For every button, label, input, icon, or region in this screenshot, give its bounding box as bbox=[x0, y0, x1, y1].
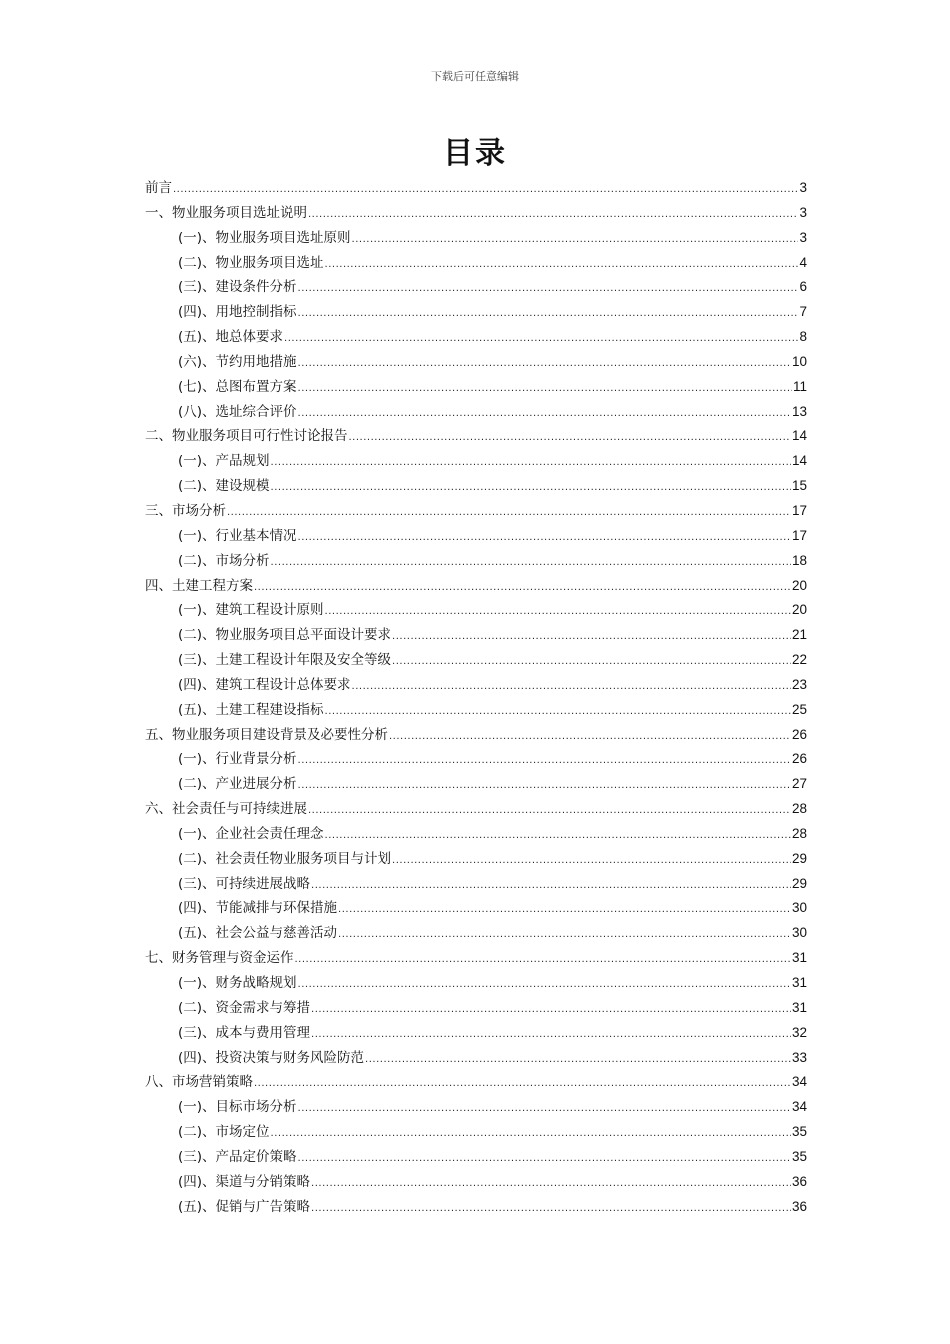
toc-entry-label: (三)、可持续进展战略 bbox=[178, 875, 311, 892]
toc-entry[interactable] bbox=[145, 1095, 807, 1120]
toc-dot-leader bbox=[389, 725, 791, 750]
toc-entry-page-number: 34 bbox=[791, 1099, 807, 1115]
toc-entry-page-number: 29 bbox=[791, 875, 807, 891]
toc-dot-leader bbox=[298, 973, 791, 998]
toc-entry[interactable] bbox=[145, 1046, 807, 1071]
toc-dot-leader bbox=[271, 551, 791, 576]
toc-dot-leader bbox=[298, 1147, 791, 1172]
toc-dot-leader bbox=[311, 998, 791, 1023]
toc-dot-leader bbox=[352, 675, 791, 700]
toc-dot-leader bbox=[311, 874, 791, 899]
toc-entry[interactable] bbox=[145, 1070, 807, 1095]
toc-dot-leader bbox=[325, 253, 799, 278]
toc-entry-page-number: 4 bbox=[799, 254, 807, 270]
toc-entry[interactable] bbox=[145, 698, 807, 723]
toc-dot-leader bbox=[298, 352, 791, 377]
toc-entry-label: (四)、投资决策与财务风险防范 bbox=[178, 1049, 365, 1066]
header-note: 下载后可任意编辑 bbox=[431, 70, 519, 83]
toc-entry-label: (二)、物业服务项目总平面设计要求 bbox=[178, 627, 392, 644]
toc-entry-page-number: 14 bbox=[791, 453, 807, 469]
toc-dot-leader bbox=[325, 600, 791, 625]
toc-entry[interactable] bbox=[145, 325, 807, 350]
toc-entry-page-number: 35 bbox=[791, 1148, 807, 1164]
toc-entry-page-number: 10 bbox=[791, 353, 807, 369]
toc-entry[interactable] bbox=[145, 822, 807, 847]
toc-entry-label: (七)、总图布置方案 bbox=[178, 378, 297, 395]
toc-entry-page-number: 21 bbox=[791, 627, 807, 643]
toc-entry-label: (一)、行业基本情况 bbox=[178, 527, 297, 544]
toc-entry[interactable] bbox=[145, 300, 807, 325]
toc-dot-leader bbox=[338, 923, 791, 948]
toc-dot-leader bbox=[325, 824, 791, 849]
toc-entry-page-number: 34 bbox=[791, 1074, 807, 1090]
toc-entry-page-number: 22 bbox=[791, 652, 807, 668]
toc-entry[interactable] bbox=[145, 1145, 807, 1170]
toc-entry-page-number: 17 bbox=[791, 502, 807, 518]
toc-entry-label: 一、物业服务项目选址说明 bbox=[145, 204, 307, 221]
toc-entry-page-number: 25 bbox=[791, 701, 807, 717]
toc-entry-label: (一)、产品规划 bbox=[178, 453, 270, 470]
toc-entry-label: (二)、资金需求与筹措 bbox=[178, 999, 311, 1016]
toc-entry-label: 二、物业服务项目可行性讨论报告 bbox=[145, 428, 348, 445]
toc-dot-leader bbox=[308, 203, 798, 228]
toc-entry-page-number: 14 bbox=[791, 428, 807, 444]
toc-entry-page-number: 3 bbox=[799, 180, 807, 195]
toc-entry-label: 六、社会责任与可持续进展 bbox=[145, 801, 307, 818]
toc-dot-leader bbox=[392, 849, 791, 874]
toc-entry-page-number: 30 bbox=[791, 925, 807, 941]
toc-entry-page-number: 28 bbox=[791, 825, 807, 841]
toc-entry-page-number: 31 bbox=[791, 975, 807, 990]
toc-entry-label: (三)、建设条件分析 bbox=[178, 279, 297, 296]
toc-entry[interactable] bbox=[145, 921, 807, 946]
toc-entry-page-number: 26 bbox=[791, 751, 807, 767]
toc-dot-leader bbox=[352, 228, 799, 253]
toc-dot-leader bbox=[271, 1122, 791, 1147]
toc-entry[interactable] bbox=[145, 723, 807, 748]
toc-entry[interactable] bbox=[145, 1195, 807, 1220]
toc-entry[interactable] bbox=[145, 772, 807, 797]
toc-entry[interactable] bbox=[145, 251, 807, 276]
toc-entry-label: (三)、产品定价策略 bbox=[178, 1148, 297, 1165]
toc-entry-label: 八、市场营销策略 bbox=[145, 1074, 253, 1091]
toc-entry[interactable] bbox=[145, 623, 807, 648]
toc-entry-page-number: 18 bbox=[791, 552, 807, 568]
toc-entry[interactable] bbox=[145, 996, 807, 1021]
toc-entry-label: 四、土建工程方案 bbox=[145, 577, 253, 594]
toc-entry[interactable] bbox=[145, 201, 807, 226]
toc-dot-leader bbox=[254, 576, 791, 601]
toc-entry-page-number: 15 bbox=[791, 478, 807, 494]
toc-dot-leader bbox=[295, 948, 791, 973]
toc-entry-page-number: 26 bbox=[791, 726, 807, 742]
toc-entry-page-number: 35 bbox=[791, 1124, 807, 1140]
toc-dot-leader bbox=[338, 898, 791, 923]
toc-entry[interactable] bbox=[145, 449, 807, 474]
toc-entry-label: (五)、社会公益与慈善活动 bbox=[178, 925, 338, 942]
toc-entry[interactable] bbox=[145, 648, 807, 673]
table-of-contents bbox=[145, 176, 807, 1219]
toc-entry-label: (八)、选址综合评价 bbox=[178, 403, 297, 420]
toc-entry-page-number: 36 bbox=[791, 1173, 807, 1189]
toc-entry-page-number: 30 bbox=[791, 900, 807, 916]
toc-dot-leader bbox=[311, 1172, 791, 1197]
toc-dot-leader bbox=[271, 451, 791, 476]
toc-dot-leader bbox=[254, 1072, 791, 1097]
toc-entry-label: 三、市场分析 bbox=[145, 502, 226, 519]
toc-dot-leader bbox=[298, 774, 791, 799]
toc-entry-page-number: 8 bbox=[799, 329, 807, 345]
toc-entry[interactable] bbox=[145, 673, 807, 698]
toc-entry-label: (一)、财务战略规划 bbox=[178, 975, 297, 991]
toc-entry[interactable] bbox=[145, 598, 807, 623]
toc-dot-leader bbox=[284, 327, 798, 352]
toc-entry-page-number: 6 bbox=[799, 279, 807, 295]
toc-dot-leader bbox=[365, 1048, 791, 1073]
toc-entry[interactable] bbox=[145, 424, 807, 449]
toc-dot-leader bbox=[227, 501, 791, 526]
toc-entry-label: (二)、产业进展分析 bbox=[178, 776, 297, 793]
toc-entry[interactable] bbox=[145, 946, 807, 971]
toc-dot-leader bbox=[298, 526, 791, 551]
toc-entry-label: (一)、物业服务项目选址原则 bbox=[178, 229, 351, 246]
toc-dot-leader bbox=[298, 402, 791, 427]
toc-entry[interactable] bbox=[145, 176, 807, 201]
toc-entry-label: (一)、目标市场分析 bbox=[178, 1099, 297, 1116]
toc-entry-page-number: 3 bbox=[799, 229, 807, 245]
toc-dot-leader bbox=[298, 749, 791, 774]
toc-entry-label: (三)、成本与费用管理 bbox=[178, 1024, 311, 1041]
toc-dot-leader bbox=[308, 799, 791, 824]
toc-entry-page-number: 31 bbox=[791, 999, 807, 1015]
toc-entry-page-number: 31 bbox=[791, 950, 807, 966]
toc-dot-leader bbox=[311, 1023, 791, 1048]
toc-entry[interactable] bbox=[145, 375, 807, 400]
toc-dot-leader bbox=[392, 625, 791, 650]
toc-entry-page-number: 13 bbox=[791, 403, 807, 419]
toc-entry-label: (五)、促销与广告策略 bbox=[178, 1198, 311, 1215]
toc-entry-label: (四)、建筑工程设计总体要求 bbox=[178, 676, 351, 693]
toc-entry[interactable] bbox=[145, 872, 807, 897]
toc-entry-page-number: 23 bbox=[791, 676, 807, 692]
toc-entry-page-number: 28 bbox=[791, 801, 807, 817]
toc-dot-leader bbox=[325, 700, 791, 725]
toc-entry-page-number: 3 bbox=[799, 204, 807, 220]
toc-entry[interactable] bbox=[145, 971, 807, 996]
toc-dot-leader bbox=[392, 650, 791, 675]
toc-entry[interactable] bbox=[145, 797, 807, 822]
toc-dot-leader bbox=[173, 178, 798, 203]
toc-entry-page-number: 7 bbox=[799, 304, 807, 320]
toc-entry-label: (五)、土建工程建设指标 bbox=[178, 701, 324, 718]
toc-entry-page-number: 17 bbox=[791, 527, 807, 543]
toc-entry-label: (一)、建筑工程设计原则 bbox=[178, 602, 324, 619]
toc-entry[interactable] bbox=[145, 1021, 807, 1046]
toc-entry-page-number: 36 bbox=[791, 1198, 807, 1214]
toc-entry-page-number: 11 bbox=[792, 378, 807, 394]
toc-entry[interactable] bbox=[145, 747, 807, 772]
toc-entry[interactable] bbox=[145, 524, 807, 549]
toc-entry-page-number: 20 bbox=[791, 602, 807, 618]
toc-entry-label: (二)、物业服务项目选址 bbox=[178, 254, 324, 271]
toc-entry-label: 五、物业服务项目建设背景及必要性分析 bbox=[145, 726, 388, 743]
toc-entry[interactable] bbox=[145, 474, 807, 499]
toc-entry-label: (五)、地总体要求 bbox=[178, 329, 284, 346]
toc-entry-label: (二)、市场分析 bbox=[178, 552, 270, 569]
toc-entry-page-number: 32 bbox=[791, 1024, 807, 1040]
toc-entry[interactable] bbox=[145, 499, 807, 524]
toc-entry[interactable] bbox=[145, 1120, 807, 1145]
toc-entry[interactable] bbox=[145, 275, 807, 300]
toc-entry-label: (四)、节能减排与环保措施 bbox=[178, 900, 338, 917]
toc-entry-label: 七、财务管理与资金运作 bbox=[145, 950, 294, 967]
toc-entry-page-number: 33 bbox=[791, 1049, 807, 1065]
toc-entry-label: (三)、土建工程设计年限及安全等级 bbox=[178, 652, 392, 669]
toc-dot-leader bbox=[271, 476, 791, 501]
toc-dot-leader bbox=[298, 1097, 791, 1122]
toc-entry[interactable] bbox=[145, 1170, 807, 1195]
toc-entry[interactable] bbox=[145, 226, 807, 251]
toc-entry[interactable] bbox=[145, 350, 807, 375]
page-title: 目录 bbox=[443, 136, 507, 171]
toc-entry[interactable] bbox=[145, 400, 807, 425]
toc-entry-label: (四)、用地控制指标 bbox=[178, 304, 297, 321]
toc-entry[interactable] bbox=[145, 896, 807, 921]
toc-entry-page-number: 27 bbox=[791, 776, 807, 792]
toc-entry-label: (一)、企业社会责任理念 bbox=[178, 825, 324, 842]
toc-entry-label: (一)、行业背景分析 bbox=[178, 751, 297, 768]
toc-entry[interactable] bbox=[145, 847, 807, 872]
toc-entry-page-number: 29 bbox=[791, 850, 807, 866]
toc-dot-leader bbox=[298, 377, 792, 402]
toc-entry-label: (二)、社会责任物业服务项目与计划 bbox=[178, 850, 392, 867]
toc-entry-page-number: 20 bbox=[791, 577, 807, 593]
toc-entry-label: 前言 bbox=[145, 180, 172, 196]
toc-entry-label: (六)、节约用地措施 bbox=[178, 353, 297, 370]
toc-dot-leader bbox=[298, 302, 799, 327]
toc-entry-label: (二)、市场定位 bbox=[178, 1124, 270, 1141]
toc-dot-leader bbox=[298, 277, 799, 302]
toc-entry-label: (四)、渠道与分销策略 bbox=[178, 1173, 311, 1190]
toc-entry-label: (二)、建设规模 bbox=[178, 478, 270, 495]
toc-dot-leader bbox=[349, 426, 791, 451]
toc-dot-leader bbox=[311, 1197, 791, 1222]
toc-entry[interactable] bbox=[145, 574, 807, 599]
toc-entry[interactable] bbox=[145, 549, 807, 574]
